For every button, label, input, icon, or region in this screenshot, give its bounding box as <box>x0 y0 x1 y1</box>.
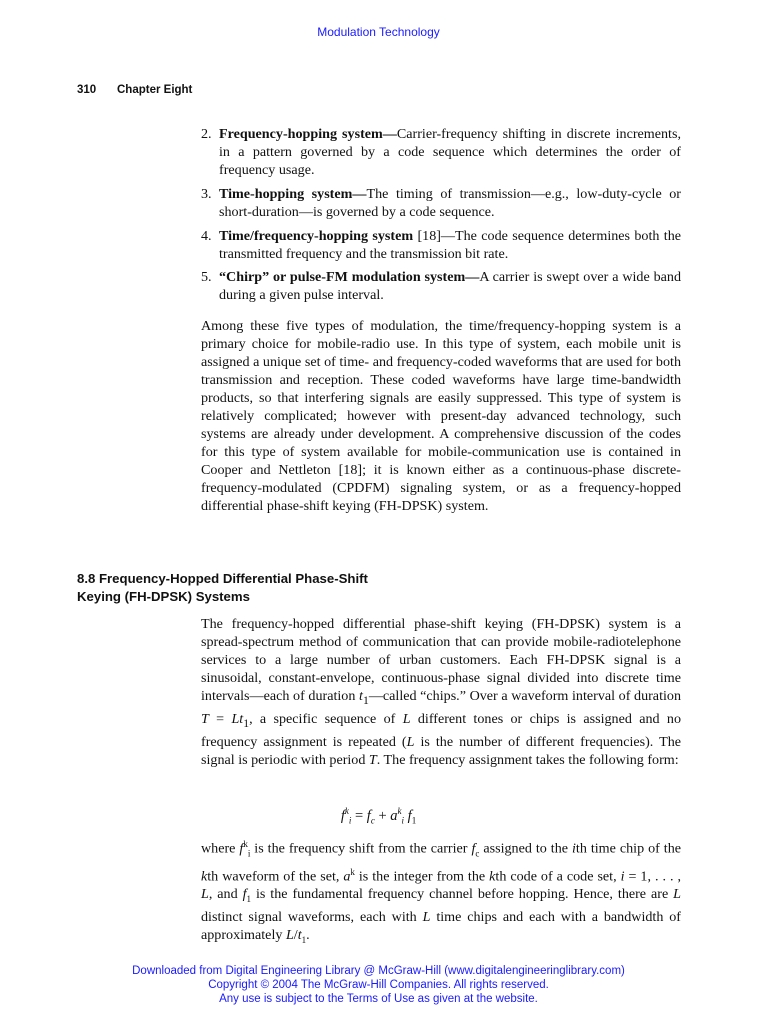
page-number: 310 <box>77 84 97 96</box>
list-item <box>201 227 681 263</box>
list-term: Frequency-hopping system— <box>219 126 397 142</box>
list-item <box>201 268 681 304</box>
paragraph: where $f^k_i$ is the frequency shift from the carrier $f_c$ assigned to the ith time chip of the kth waveform of the set, $a^k$ is the integer from the kth code of a code set, i = 1, . . . , L, and $f_1$ is the fundamental frequency channel before hopping. Hence, there are L distinct signal waveforms, each with L time chips and each with a bandwidth of approximately $L/t_1$. <box>201 839 682 945</box>
list-number: 5. <box>201 269 212 285</box>
list-text: The timing of transmission—e.g., low-duty-cycle or short-duration—is governed by a code sequence. <box>219 186 681 220</box>
footer-copyright: Copyright © 2004 The McGraw-Hill Companies. All rights reserved. <box>208 979 549 991</box>
paragraph: Among these five types of modulation, the time/frequency-hopping system is a primary choice for mobile-radio use. In this type of system, each mobile unit is assigned a unique set of time- and frequency-coded waveforms that are used for both transmission and reception. These coded waveforms have large time-bandwidth products, so that interfering signals are easily suppressed. This type of system is relatively complicated; however with present-day advanced technology, such systems are already under development. A comprehensive discussion of the codes for this type of system available for mobile-communication use is contained in Cooper and Nettleton [18]; it is known either as a continuous-phase discrete-frequency-modulated (CPDFM) signaling system, or as a frequency-hopped differential phase-shift keying (FH-DPSK) system. <box>201 318 681 514</box>
list-text: [18]—The code sequence determines both the transmitted frequency and the transmission bit rate. <box>219 228 681 262</box>
list-item <box>201 185 681 221</box>
footer <box>0 964 757 1006</box>
list-term: Time-hopping system— <box>219 186 367 202</box>
footer-download-link[interactable]: Downloaded from Digital Engineering Library @ McGraw-Hill (www.digitalengineeringlibrary.com) <box>132 965 625 977</box>
section-heading: 8.8 Frequency-Hopped Differential Phase-Shift Keying (FH-DPSK) Systems <box>77 571 368 604</box>
list-text: A carrier is swept over a wide band during a given pulse interval. <box>219 269 681 303</box>
list-number: 3. <box>201 186 212 202</box>
paragraph: The frequency-hopped differential phase-shift keying (FH-DPSK) system is a spread-spectrum method of communication that can provide mobile-radiotelephone services to a large number of urban customers. Each FH-DPSK signal is a sinusoidal, constant-envelope, continuous-phase signal divided into discrete time intervals—each of duration $t_1—called$ “chips.” Over a waveform interval of duration $T = Lt_1$, a specific sequence of L different tones or chips is assigned and no frequency assignment is repeated (L is the number of different frequencies). The signal is periodic with period T. The frequency assignment takes the following form: <box>201 616 681 768</box>
list-number: 2. <box>201 126 212 142</box>
list-number: 4. <box>201 228 212 244</box>
list-text: Carrier-frequency shifting in discrete increments, in a pattern governed by a code sequence which determines the order of frequency usage. <box>219 126 681 178</box>
list-item <box>201 125 681 179</box>
equation: $f^k_i = f_c + a^k_i$ $f_1$ <box>340 806 417 826</box>
chapter-title: Chapter Eight <box>117 84 193 96</box>
top-link[interactable]: Modulation Technology <box>317 25 440 39</box>
footer-terms-link[interactable]: Any use is subject to the Terms of Use as given at the website. <box>219 993 538 1005</box>
list-term: Time/frequency-hopping system <box>219 228 414 244</box>
list-term: “Chirp” or pulse-FM modulation system— <box>219 269 480 285</box>
